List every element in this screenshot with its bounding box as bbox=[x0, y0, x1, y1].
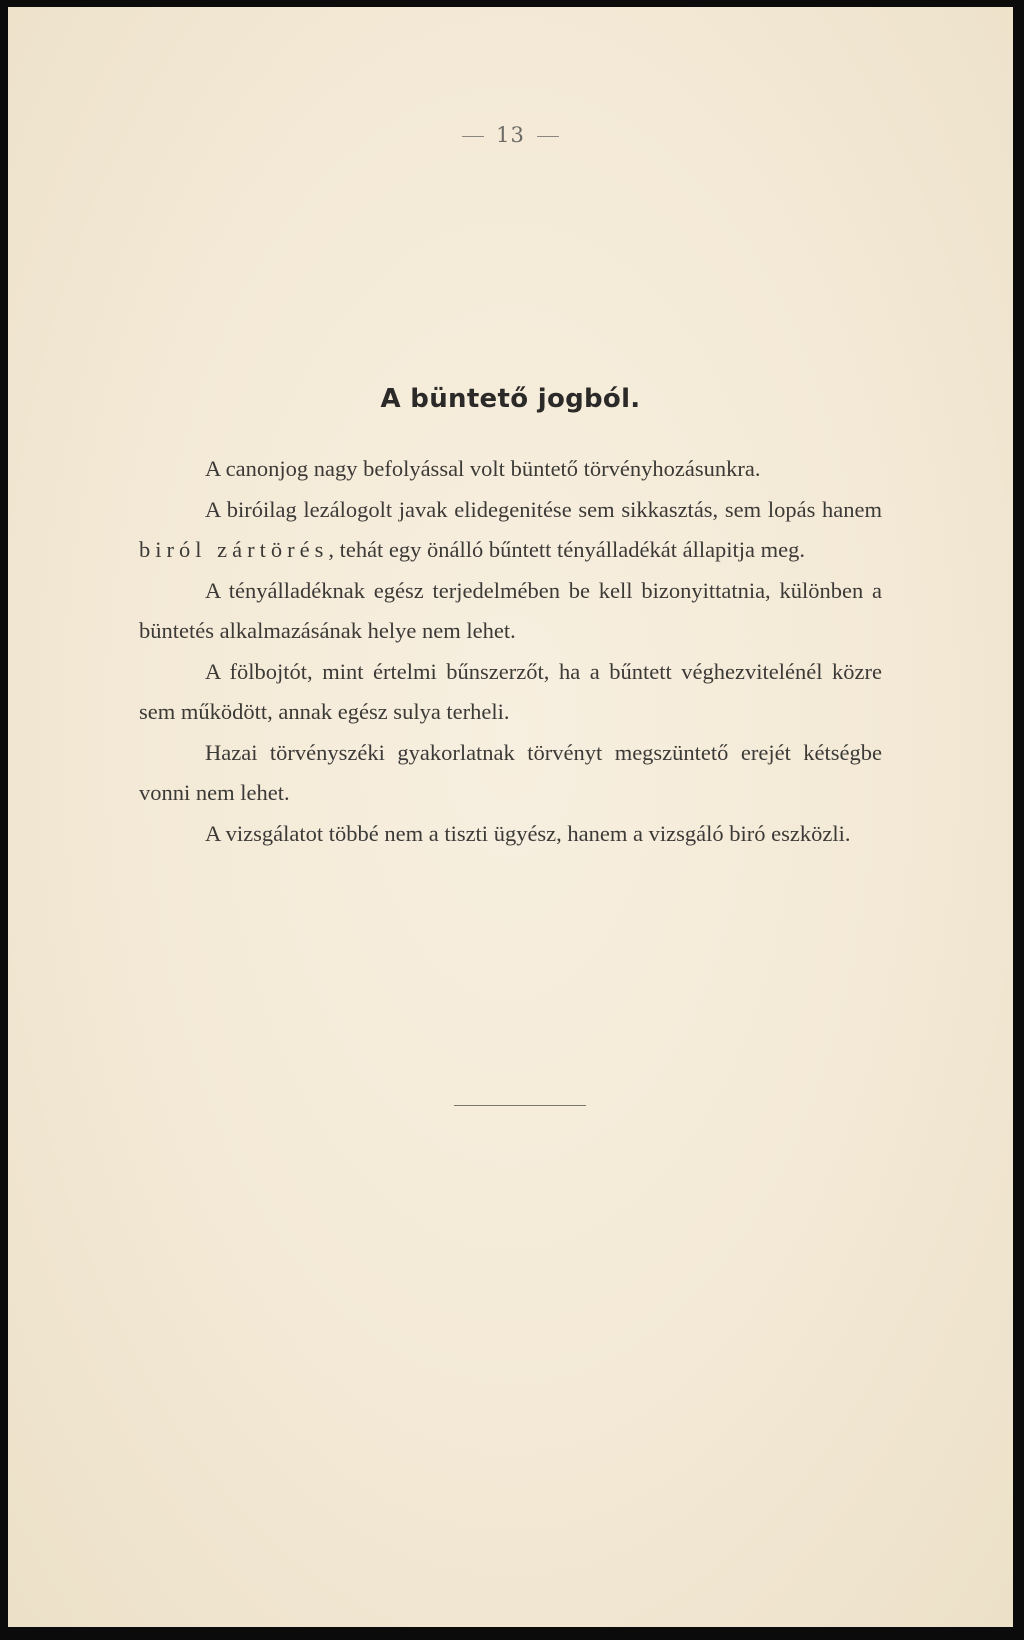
folio-dash-right bbox=[537, 136, 559, 137]
paragraph-investigation: A vizsgálatot többé nem a tiszti ügyész, hanem a vizsgáló biró eszközli. bbox=[205, 820, 851, 846]
folio-dash-left bbox=[462, 136, 484, 137]
book-page bbox=[8, 7, 1013, 1627]
paragraph-seized-goods bbox=[139, 490, 882, 571]
paragraph-canon-law: A canonjog nagy befolyással volt büntető törvényhozásunkra. bbox=[205, 456, 761, 481]
end-rule bbox=[454, 1105, 586, 1106]
paragraph-instigator: A fölbojtót, mint értelmi bűnszerzőt, ha a bűntett véghezvitelénél közre sem működött, annak egész sulya terheli. bbox=[139, 658, 882, 724]
section-heading: A büntető jogból. bbox=[380, 384, 641, 414]
paragraph-facts-proof: A tényálladéknak egész terjedelmében be kell bizonyittatnia, különben a büntetés alkalmazásának helye nem lehet. bbox=[139, 577, 882, 643]
paragraph-court-practice: Hazai törvényszéki gyakorlatnak törvényt megszüntető erejét kétségbe vonni nem lehet. bbox=[139, 739, 882, 805]
paragraph-seized-goods-end: , tehát egy önálló bűntett tényálladékát állapitja meg. bbox=[328, 537, 806, 562]
page-number bbox=[8, 123, 1013, 147]
paragraph-seized-goods-start: A biróilag lezálogolt javak elidegenitése sem sikkasztás, sem lopás hanem bbox=[205, 496, 882, 522]
paragraph-seized-goods-emphasis: biról zártörés bbox=[139, 537, 329, 562]
page-number-text: 13 bbox=[496, 123, 525, 147]
body-text bbox=[139, 449, 882, 854]
